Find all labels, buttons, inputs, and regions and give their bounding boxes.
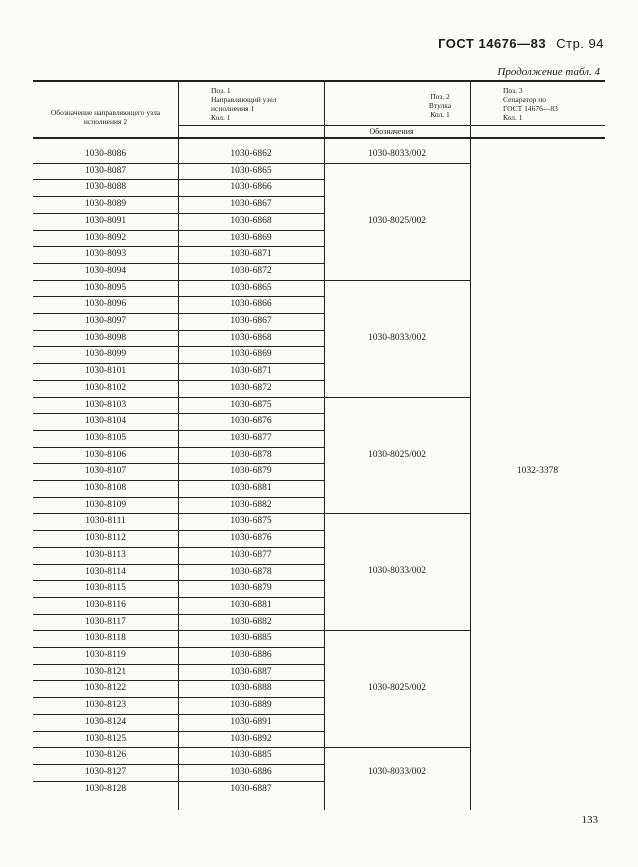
table-row-col1: 1030-8115 [85, 583, 126, 594]
col3-header-line: Кол. 1 [430, 110, 450, 119]
table-row-col1: 1030-8096 [84, 299, 127, 310]
table-top-rule [33, 80, 605, 82]
table-row-col2: 1030-6879 [230, 583, 272, 594]
bushing-group-cell: 1030-8025/002 [367, 215, 427, 226]
table-row-col1: 1030-8125 [84, 733, 127, 744]
document-title [438, 36, 604, 51]
designations-subheader: Обозначения [369, 127, 414, 136]
table-row-col2: 1030-6881 [230, 599, 272, 610]
table-row-col1: 1030-8128 [84, 783, 127, 794]
table-row-col2: 1030-6871 [230, 249, 272, 260]
col4-header [503, 86, 603, 122]
col4-header-line: Сепаратор по [503, 95, 546, 104]
table-row-col2: 1030-6877 [230, 432, 272, 443]
col4-header-line: Поз. 3 [503, 86, 523, 95]
table-row-col2: 1030-6875 [230, 516, 272, 527]
table-row-col1: 1030-8107 [84, 466, 127, 477]
col1-header: Обозначение направляющего узла исполнения 2 [50, 108, 161, 126]
table-row-col1: 1030-8109 [84, 499, 127, 510]
table-row-col1: 1030-8121 [84, 666, 127, 677]
table-row-col1: 1030-8113 [85, 549, 126, 560]
table-row-col2: 1030-6886 [230, 766, 272, 777]
table-row-col2: 1030-6869 [230, 232, 272, 243]
table-row-col1: 1030-8087 [84, 165, 127, 176]
table-row-col1: 1030-8094 [84, 265, 127, 276]
table-row-col2: 1030-6878 [230, 566, 272, 577]
bushing-group-cell: 1030-8033/002 [367, 149, 427, 159]
page-ref: Стр. 94 [556, 36, 604, 51]
table-row-col2: 1030-6892 [230, 733, 272, 744]
col2-header-line: исполнения 1 [211, 104, 255, 113]
table-row-col1: 1030-8102 [84, 382, 127, 393]
table-row-col2: 1030-6868 [230, 215, 272, 226]
col2-header-line: Поз. 1 [211, 86, 231, 95]
table-row-col1: 1030-8092 [84, 232, 127, 243]
table-row-col1: 1030-8095 [84, 282, 127, 293]
table-row-col2: 1030-6882 [230, 499, 272, 510]
table-row-col1: 1030-8122 [84, 683, 127, 694]
col3-header-line: Поз. 2 [430, 92, 450, 101]
col4-header-line: Кол. 1 [503, 113, 523, 122]
table-row-col1: 1030-8106 [84, 449, 127, 460]
table-row-col1: 1030-8123 [84, 700, 127, 711]
bushing-group-cell: 1030-8033/002 [367, 767, 427, 778]
table-row-col2: 1030-6868 [230, 332, 272, 343]
table-row-col1: 1030-8127 [84, 766, 127, 777]
table-row-col2: 1030-6877 [230, 549, 272, 560]
table-row-col1: 1030-8116 [85, 599, 126, 610]
table-row-col1: 1030-8105 [84, 432, 127, 443]
table-row-col2: 1030-6876 [230, 533, 272, 544]
bushing-group-cell: 1030-8025/002 [367, 449, 427, 460]
table-row-col1: 1030-8126 [84, 750, 127, 761]
col3-header-line: Втулка [428, 101, 452, 110]
table-row-col2: 1030-6887 [230, 666, 272, 677]
table-row-col2: 1030-6867 [230, 199, 272, 210]
table-row-col1: 1030-8118 [85, 633, 126, 644]
table-row-col2: 1030-6888 [230, 683, 272, 694]
table-row-col2: 1030-6876 [230, 416, 272, 427]
bushing-group-cell: 1030-8033/002 [367, 566, 427, 577]
table-row-col2: 1030-6875 [230, 399, 272, 410]
table-row-col2: 1030-6886 [230, 650, 272, 660]
table-row-col2: 1030-6865 [230, 282, 272, 293]
table-row-col2: 1030-6889 [230, 700, 272, 711]
col2-header [211, 86, 351, 122]
page-number: 133 [581, 814, 598, 826]
table-row-col1: 1030-8101 [84, 366, 127, 377]
table-row-col2: 1030-6866 [230, 299, 272, 310]
table-row-col2: 1030-6862 [230, 149, 272, 159]
gost-number: ГОСТ 14676—83 [438, 36, 547, 51]
header-bottom-rule [33, 137, 605, 139]
table-row-col1: 1030-8099 [84, 349, 127, 360]
table-row-col2: 1030-6891 [230, 716, 272, 727]
header-mid-rule [178, 125, 605, 126]
table-row-col1: 1030-8103 [84, 399, 127, 410]
table-row-col1: 1030-8089 [84, 199, 127, 210]
table-row-col2: 1030-6872 [230, 382, 272, 393]
table-row-col1: 1030-8088 [84, 182, 127, 193]
table-row-col1: 1030-8111 [85, 516, 126, 527]
table-row-col1: 1030-8124 [84, 716, 127, 727]
table-row-col2: 1030-6887 [230, 783, 272, 794]
col2-header-line: Кол. 1 [211, 113, 231, 122]
table-row-col1: 1030-8112 [85, 533, 126, 544]
bushing-group-cell: 1030-8033/002 [367, 332, 427, 343]
table-row-col2: 1030-6878 [230, 449, 272, 460]
col4-header-line: ГОСТ 14676—83 [503, 104, 558, 113]
table-row-col2: 1030-6882 [230, 616, 272, 627]
table-row-col2: 1030-6866 [230, 182, 272, 193]
table-row-col1: 1030-8098 [84, 332, 127, 343]
table-row-col2: 1030-6867 [230, 316, 272, 326]
table-row-col2: 1030-6881 [230, 483, 272, 493]
table-row-col1: 1030-8091 [84, 215, 127, 226]
table-row-col1: 1030-8086 [84, 149, 127, 159]
table-row-col2: 1030-6871 [230, 366, 272, 377]
table-row-col2: 1030-6865 [230, 165, 272, 176]
bushing-group-cell: 1030-8025/002 [367, 683, 427, 694]
table-row-col1: 1030-8093 [84, 249, 127, 260]
table-row-col2: 1030-6879 [230, 466, 272, 477]
table-row-col1: 1030-8108 [84, 483, 127, 493]
table-row-col1: 1030-8114 [85, 566, 126, 577]
table-row-col2: 1030-6872 [230, 265, 272, 276]
table-row-col1: 1030-8104 [84, 416, 127, 427]
designation-table [33, 80, 605, 810]
table-row-col2: 1030-6885 [230, 633, 272, 644]
table-continuation-label: Продолжение табл. 4 [497, 66, 600, 78]
col3-header [385, 92, 495, 119]
table-row-col1: 1030-8119 [85, 650, 126, 660]
table-row-col1: 1030-8097 [84, 316, 127, 326]
separator-cell: 1032-3378 [516, 466, 559, 476]
col2-header-line: Направляющий узел [211, 95, 277, 104]
table-row-col2: 1030-6885 [230, 750, 272, 761]
table-row-col2: 1030-6869 [230, 349, 272, 360]
table-row-col1: 1030-8117 [85, 616, 126, 627]
